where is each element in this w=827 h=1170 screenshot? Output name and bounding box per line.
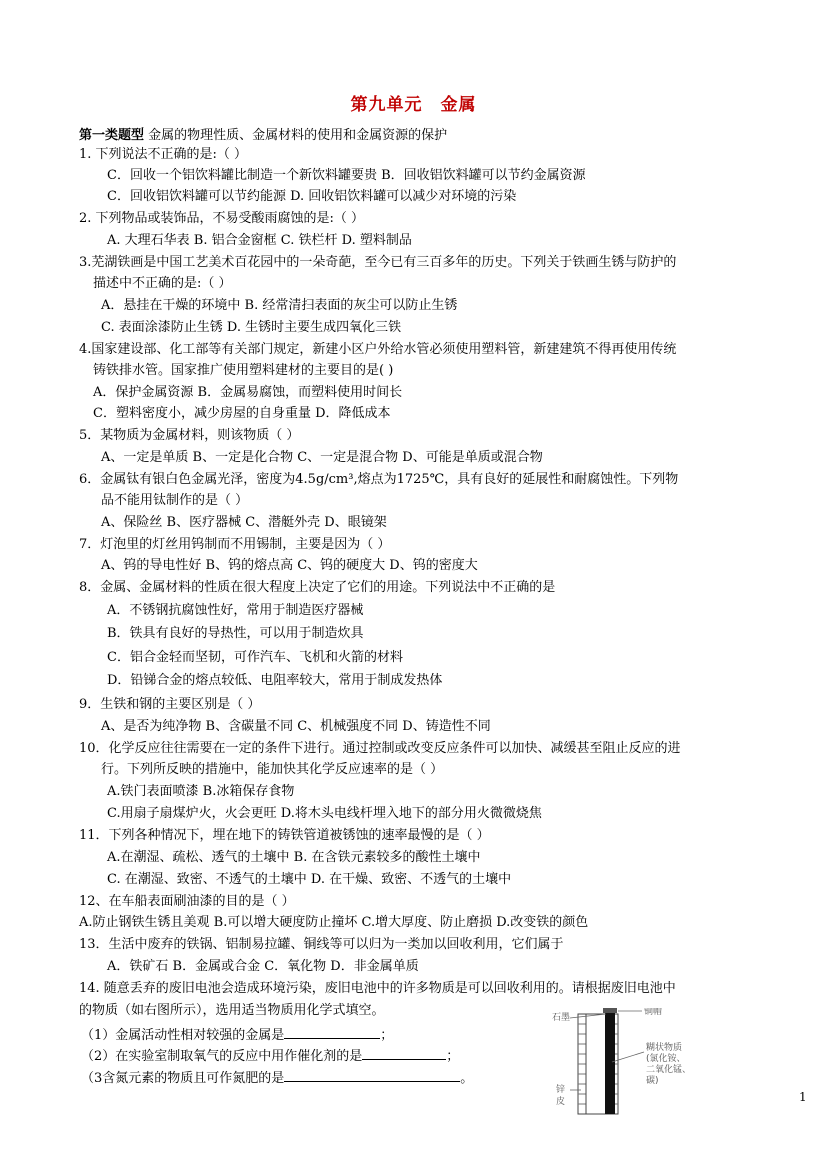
question-1: 1. 下列说法不正确的是:（ ） <box>79 147 248 162</box>
q3-options-ab: A．悬挂在干燥的环境中 B. 经常清扫表面的灰尘可以防止生锈 <box>101 298 458 313</box>
q11-options-ab: A.在潮湿、疏松、透气的土壤中 B. 在含铁元素较多的酸性土壤中 <box>107 850 481 865</box>
question-3-cont: 描述中不正确的是:（ ） <box>93 276 232 291</box>
label-graphite: 石墨 <box>552 1013 571 1023</box>
page-number: 1 <box>799 1090 807 1104</box>
label-cap: 铜帽 <box>644 1008 663 1017</box>
fill-3-text: （3含氮元素的物质且可作氮肥的是 <box>81 1071 285 1086</box>
section-heading <box>79 124 447 143</box>
question-12: 12、在车船表面刷油漆的目的是（ ） <box>79 894 295 909</box>
fill-1-text: （1）金属活动性相对较强的金属是 <box>81 1028 285 1043</box>
q4-options-ab: A．保护金属资源 B．金属易腐蚀，而塑料使用时间长 <box>93 385 403 400</box>
q10-options-ab: A.铁门表面喷漆 B.冰箱保存食物 <box>107 784 295 799</box>
q8-option-d: D．铅锑合金的熔点较低、电阻率较大，常用于制成发热体 <box>107 673 443 688</box>
question-13: 13．生活中废弃的铁锅、铝制易拉罐、铜线等可以归为一类加以回收利用，它们属于 <box>79 937 564 952</box>
fill-2-blank[interactable] <box>362 1047 446 1060</box>
graphite-rod <box>605 1010 615 1114</box>
q1-options-ab: C．回收一个铝饮料罐比制造一个新饮料罐要贵 B．回收铝饮料罐可以节约金属资源 <box>107 168 586 183</box>
question-8: 8．金属、金属材料的性质在很大程度上决定了它们的用途。下列说法中不正确的是 <box>79 580 556 595</box>
fill-1: （1）金属活动性相对较强的金属是 ； <box>81 1028 394 1043</box>
question-10-cont: 行。下列所反映的措施中，能加快其化学反应速率的是（ ） <box>101 762 444 777</box>
label-paste-4: 碳) <box>646 1076 659 1086</box>
fill-2-text: （2）在实验室制取氧气的反应中用作催化剂的是 <box>81 1049 363 1064</box>
q1-options-cd: C．回收铝饮料罐可以节约能源 D. 回收铝饮料罐可以减少对环境的污染 <box>107 189 517 204</box>
question-7: 7．灯泡里的灯丝用钨制而不用锡制，主要是因为（ ） <box>79 537 391 552</box>
label-shell: 皮 <box>556 1097 566 1107</box>
label-zinc: 锌 <box>556 1085 566 1095</box>
page-title: 第九单元 金属 <box>350 95 477 115</box>
q6-options: A、保险丝 B、医疗器械 C、潜艇外壳 D、眼镜架 <box>101 515 387 530</box>
fill-1-blank[interactable] <box>284 1026 380 1039</box>
question-4: 4.国家建设部、化工部等有关部门规定，新建小区户外给水管必须使用塑料管，新建建筑不得再使用传统 <box>79 342 677 357</box>
q12-options: A.防止钢铁生锈且美观 B.可以增大硬度防止撞坏 C.增大厚度、防止磨损 D.改变铁的颜色 <box>79 915 589 930</box>
q11-options-cd: C. 在潮湿、致密、不透气的土壤中 D. 在干燥、致密、不透气的土壤中 <box>107 872 512 887</box>
q9-options: A、是否为纯净物 B、含碳量不同 C、机械强度不同 D、铸造性不同 <box>101 719 491 734</box>
q4-options-cd: C．塑料密度小，减少房屋的自身重量 D．降低成本 <box>93 406 391 421</box>
question-10: 10．化学反应往往需要在一定的条件下进行。通过控制或改变反应条件可以加快、减缓甚至阻止反应的进 <box>79 741 681 756</box>
label-paste: 糊状物质 <box>646 1043 683 1053</box>
q3-options-cd: C. 表面涂漆防止生锈 D. 生锈时主要生成四氧化三铁 <box>101 320 402 335</box>
question-11: 11．下列各种情况下，埋在地下的铸铁管道被锈蚀的速率最慢的是（ ） <box>79 828 490 843</box>
section-label: 第一类题型 <box>79 128 145 143</box>
question-5: 5．某物质为金属材料，则该物质（ ） <box>79 428 300 443</box>
label-paste-3: 二氧化锰、 <box>646 1065 692 1075</box>
question-4-cont: 铸铁排水管。国家推广使用塑料建材的主要目的是( ) <box>93 363 394 378</box>
battery-figure <box>548 1008 728 1120</box>
question-6-cont: 品不能用钛制作的是（ ） <box>101 493 249 508</box>
q8-option-b: B．铁具有良好的导热性，可以用于制造炊具 <box>107 626 364 641</box>
fill-2: （2）在实验室制取氧气的反应中用作催化剂的是 ； <box>81 1049 460 1064</box>
question-3: 3.芜湖铁画是中国工艺美术百花园中的一朵奇葩，至今已有三百多年的历史。下列关于铁画生锈与防护的 <box>79 255 677 270</box>
q8-option-c: C．铝合金轻而坚韧，可作汽车、飞机和火箭的材料 <box>107 650 403 665</box>
section-text: 金属的物理性质、金属材料的使用和金属资源的保护 <box>144 128 448 143</box>
q2-options: A. 大理石华表 B. 铝合金窗框 C. 铁栏杆 D. 塑料制品 <box>107 233 412 248</box>
copper-cap <box>603 1008 617 1013</box>
question-2: 2. 下列物品或装饰品，不易受酸雨腐蚀的是:（ ） <box>79 211 365 226</box>
question-14-cont: 的物质（如右图所示），选用适当物质用化学式填空。 <box>79 1003 385 1018</box>
question-14: 14. 随意丢弃的废旧电池会造成环境污染，废旧电池中的许多物质是可以回收利用的。请根据废旧电池中 <box>79 981 676 996</box>
fill-3-blank[interactable] <box>284 1069 460 1082</box>
q7-options: A、钨的导电性好 B、钨的熔点高 C、钨的硬度大 D、钨的密度大 <box>101 558 478 573</box>
q5-options: A、一定是单质 B、一定是化合物 C、一定是混合物 D、可能是单质或混合物 <box>101 450 543 465</box>
q13-options: A．铁矿石 B．金属或合金 C．氧化物 D．非金属单质 <box>107 959 419 974</box>
q8-option-a: A．不锈钢抗腐蚀性好，常用于制造医疗器械 <box>107 603 364 618</box>
question-6: 6．金属钛有银白色金属光泽，密度为4.5g/cm³,熔点为1725℃，具有良好的延展性和耐腐蚀性。下列物 <box>79 472 679 487</box>
label-paste-2: (氯化铵、 <box>646 1054 686 1064</box>
fill-3: （3含氮元素的物质且可作氮肥的是 。 <box>81 1071 474 1086</box>
q10-options-cd: C.用扇子扇煤炉火，火会更旺 D.将木头电线杆埋入地下的部分用火微微烧焦 <box>107 806 542 821</box>
question-9: 9．生铁和钢的主要区别是（ ） <box>79 697 261 712</box>
